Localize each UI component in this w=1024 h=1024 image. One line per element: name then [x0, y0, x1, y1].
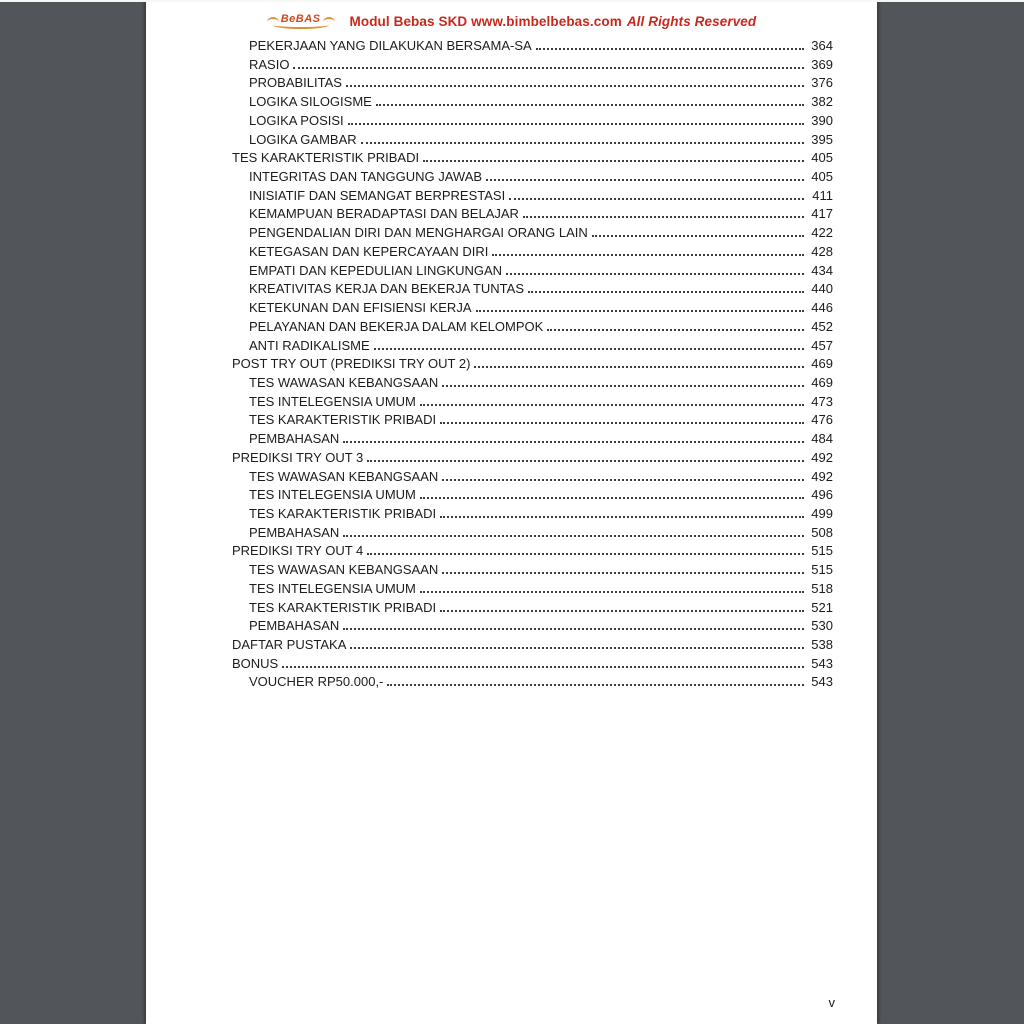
- toc-entry: [232, 524, 833, 543]
- toc-dotted-leader: [509, 198, 804, 200]
- toc-entry: [232, 37, 833, 56]
- toc-dotted-leader: [492, 254, 804, 256]
- toc-entry: [232, 617, 833, 636]
- toc-entry-label: KETEKUNAN DAN EFISIENSI KERJA: [249, 300, 472, 316]
- toc-entry-label: LOGIKA GAMBAR: [249, 131, 357, 147]
- toc-entry-page-number: 518: [811, 580, 833, 596]
- toc-entry: [232, 112, 833, 131]
- toc-dotted-leader: [367, 553, 804, 555]
- toc-entry-label: PENGENDALIAN DIRI DAN MENGHARGAI ORANG LAIN: [249, 225, 588, 241]
- toc-entry-label: POST TRY OUT (PREDIKSI TRY OUT 2): [232, 356, 471, 372]
- toc-entry: [232, 205, 833, 224]
- logo-right-wing-icon: [323, 17, 335, 22]
- toc-dotted-leader: [293, 67, 804, 69]
- toc-entry-page-number: 411: [812, 187, 833, 203]
- toc-entry: [232, 149, 833, 168]
- toc-dotted-leader: [420, 591, 804, 593]
- logo-left-wing-icon: [267, 17, 279, 22]
- toc-dotted-leader: [506, 273, 804, 275]
- toc-entry-page-number: 452: [811, 318, 833, 334]
- toc-entry: [232, 393, 833, 412]
- toc-dotted-leader: [343, 628, 804, 630]
- toc-entry-page-number: 530: [811, 618, 833, 634]
- toc-entry-page-number: 382: [811, 94, 833, 110]
- toc-entry-page-number: 538: [811, 637, 833, 652]
- table-of-contents: [232, 37, 833, 692]
- toc-dotted-leader: [442, 479, 804, 481]
- toc-entry-page-number: 390: [811, 112, 833, 128]
- logo-underline-swoosh: [273, 25, 329, 29]
- toc-entry-label: PREDIKSI TRY OUT 4: [232, 543, 364, 559]
- toc-entry-page-number: 492: [811, 449, 833, 465]
- toc-dotted-leader: [361, 142, 804, 144]
- toc-entry-page-number: 417: [811, 206, 833, 222]
- toc-entry-page-number: 543: [811, 674, 833, 690]
- toc-entry-page-number: 369: [811, 56, 833, 72]
- toc-entry: [232, 337, 833, 356]
- toc-entry-label: TES WAWASAN KEBANGSAAN: [249, 468, 439, 484]
- toc-entry-label: PREDIKSI TRY OUT 3: [232, 449, 364, 465]
- toc-dotted-leader: [486, 179, 804, 181]
- toc-entry-page-number: 508: [811, 524, 833, 540]
- toc-entry: [232, 93, 833, 112]
- toc-entry-label: BONUS: [232, 655, 279, 671]
- toc-entry-page-number: 428: [811, 243, 833, 259]
- toc-entry: [232, 224, 833, 243]
- toc-entry-page-number: 473: [811, 393, 833, 409]
- toc-entry: [232, 262, 833, 281]
- toc-dotted-leader: [528, 291, 804, 293]
- toc-entry: [232, 243, 833, 262]
- toc-entry: [232, 580, 833, 599]
- toc-entry-label: TES KARAKTERISTIK PRIBADI: [249, 505, 437, 521]
- toc-dotted-leader: [346, 85, 804, 87]
- screenshot-top-border: [0, 0, 1024, 2]
- toc-entry: [232, 56, 833, 75]
- toc-entry: [232, 655, 833, 674]
- bebas-logo-icon: [267, 13, 335, 29]
- toc-dotted-leader: [474, 366, 804, 368]
- toc-entry-page-number: 395: [811, 131, 833, 147]
- toc-entry: [232, 318, 833, 337]
- toc-dotted-leader: [476, 310, 805, 312]
- toc-dotted-leader: [440, 422, 804, 424]
- toc-entry: [232, 542, 833, 561]
- toc-entry-page-number: 521: [811, 599, 833, 615]
- toc-dotted-leader: [523, 216, 804, 218]
- toc-entry-label: PEKERJAAN YANG DILAKUKAN BERSAMA-SA: [249, 38, 532, 53]
- toc-entry-label: KETEGASAN DAN KEPERCAYAAN DIRI: [249, 243, 489, 259]
- toc-entry-page-number: 515: [811, 562, 833, 578]
- toc-entry-page-number: 492: [811, 468, 833, 484]
- toc-entry-label: PEMBAHASAN: [249, 431, 340, 447]
- toc-entry: [232, 411, 833, 430]
- toc-dotted-leader: [282, 666, 804, 668]
- toc-entry-page-number: 405: [811, 150, 833, 166]
- toc-entry: [232, 505, 833, 524]
- toc-entry-page-number: 376: [811, 75, 833, 91]
- toc-dotted-leader: [343, 535, 804, 537]
- toc-entry-page-number: 364: [811, 38, 833, 53]
- toc-entry-label: LOGIKA SILOGISME: [249, 94, 372, 110]
- toc-entry: [232, 599, 833, 618]
- toc-entry: [232, 673, 833, 692]
- toc-entry-label: PELAYANAN DAN BEKERJA DALAM KELOMPOK: [249, 318, 544, 334]
- toc-entry-label: TES INTELEGENSIA UMUM: [249, 487, 416, 503]
- toc-dotted-leader: [376, 104, 804, 106]
- toc-entry-page-number: 446: [811, 300, 833, 316]
- toc-entry: [232, 430, 833, 449]
- toc-entry-page-number: 499: [811, 505, 833, 521]
- toc-entry-page-number: 422: [811, 225, 833, 241]
- toc-entry: [232, 486, 833, 505]
- toc-entry: [232, 374, 833, 393]
- toc-entry: [232, 168, 833, 187]
- toc-entry-label: RASIO: [249, 56, 290, 72]
- toc-entry-label: TES KARAKTERISTIK PRIBADI: [249, 412, 437, 428]
- toc-entry: [232, 187, 833, 206]
- header-title-text: Modul Bebas SKD www.bimbelbebas.com: [349, 13, 622, 29]
- toc-entry-page-number: 484: [811, 431, 833, 447]
- toc-entry-page-number: 405: [811, 169, 833, 185]
- toc-entry-page-number: 496: [811, 487, 833, 503]
- toc-entry-page-number: 469: [811, 356, 833, 372]
- toc-dotted-leader: [343, 441, 804, 443]
- toc-dotted-leader: [536, 48, 804, 50]
- toc-entry-label: TES KARAKTERISTIK PRIBADI: [232, 150, 420, 166]
- page-header: [146, 13, 877, 29]
- toc-entry: [232, 355, 833, 374]
- toc-entry-label: TES INTELEGENSIA UMUM: [249, 580, 416, 596]
- toc-dotted-leader: [592, 235, 804, 237]
- toc-entry: [232, 636, 833, 655]
- toc-entry-label: INISIATIF DAN SEMANGAT BERPRESTASI: [249, 187, 506, 203]
- header-title: [350, 14, 757, 29]
- toc-dotted-leader: [547, 329, 804, 331]
- toc-dotted-leader: [367, 460, 804, 462]
- toc-entry-page-number: 543: [811, 655, 833, 671]
- toc-dotted-leader: [387, 684, 804, 686]
- toc-entry-label: EMPATI DAN KEPEDULIAN LINGKUNGAN: [249, 262, 503, 278]
- toc-entry: [232, 131, 833, 150]
- toc-dotted-leader: [374, 348, 804, 350]
- toc-entry: [232, 74, 833, 93]
- toc-entry-label: PROBABILITAS: [249, 75, 342, 91]
- toc-entry-page-number: 469: [811, 374, 833, 390]
- toc-dotted-leader: [420, 497, 804, 499]
- toc-entry-page-number: 457: [811, 337, 833, 353]
- toc-dotted-leader: [442, 572, 804, 574]
- toc-dotted-leader: [420, 404, 804, 406]
- toc-dotted-leader: [440, 516, 804, 518]
- toc-entry-label: KREATIVITAS KERJA DAN BEKERJA TUNTAS: [249, 281, 524, 297]
- toc-entry-label: INTEGRITAS DAN TANGGUNG JAWAB: [249, 169, 483, 185]
- toc-entry-label: TES WAWASAN KEBANGSAAN: [249, 374, 439, 390]
- toc-entry: [232, 468, 833, 487]
- toc-entry-label: TES KARAKTERISTIK PRIBADI: [249, 599, 437, 615]
- toc-dotted-leader: [350, 647, 804, 649]
- header-rights-text: All Rights Reserved: [626, 13, 757, 29]
- toc-entry-label: VOUCHER RP50.000,-: [249, 674, 384, 690]
- toc-entry-page-number: 440: [811, 281, 833, 297]
- toc-entry-page-number: 515: [811, 543, 833, 559]
- toc-entry-page-number: 476: [811, 412, 833, 428]
- toc-dotted-leader: [348, 123, 804, 125]
- toc-dotted-leader: [423, 160, 804, 162]
- toc-entry-page-number: 434: [811, 262, 833, 278]
- toc-entry-label: PEMBAHASAN: [249, 618, 340, 634]
- toc-entry: [232, 449, 833, 468]
- logo-text: BeBAS: [280, 13, 321, 25]
- page-number: v: [828, 995, 835, 1010]
- toc-entry-label: TES INTELEGENSIA UMUM: [249, 393, 416, 409]
- toc-entry: [232, 299, 833, 318]
- toc-entry: [232, 280, 833, 299]
- toc-entry-label: PEMBAHASAN: [249, 524, 340, 540]
- toc-dotted-leader: [440, 610, 804, 612]
- toc-entry: [232, 561, 833, 580]
- toc-entry-label: DAFTAR PUSTAKA: [232, 637, 347, 652]
- toc-entry-label: TES WAWASAN KEBANGSAAN: [249, 562, 439, 578]
- toc-entry-label: ANTI RADIKALISME: [249, 337, 370, 353]
- toc-dotted-leader: [442, 385, 804, 387]
- toc-entry-label: KEMAMPUAN BERADAPTASI DAN BELAJAR: [249, 206, 519, 222]
- document-page: [146, 0, 877, 1024]
- toc-entry-label: LOGIKA POSISI: [249, 112, 344, 128]
